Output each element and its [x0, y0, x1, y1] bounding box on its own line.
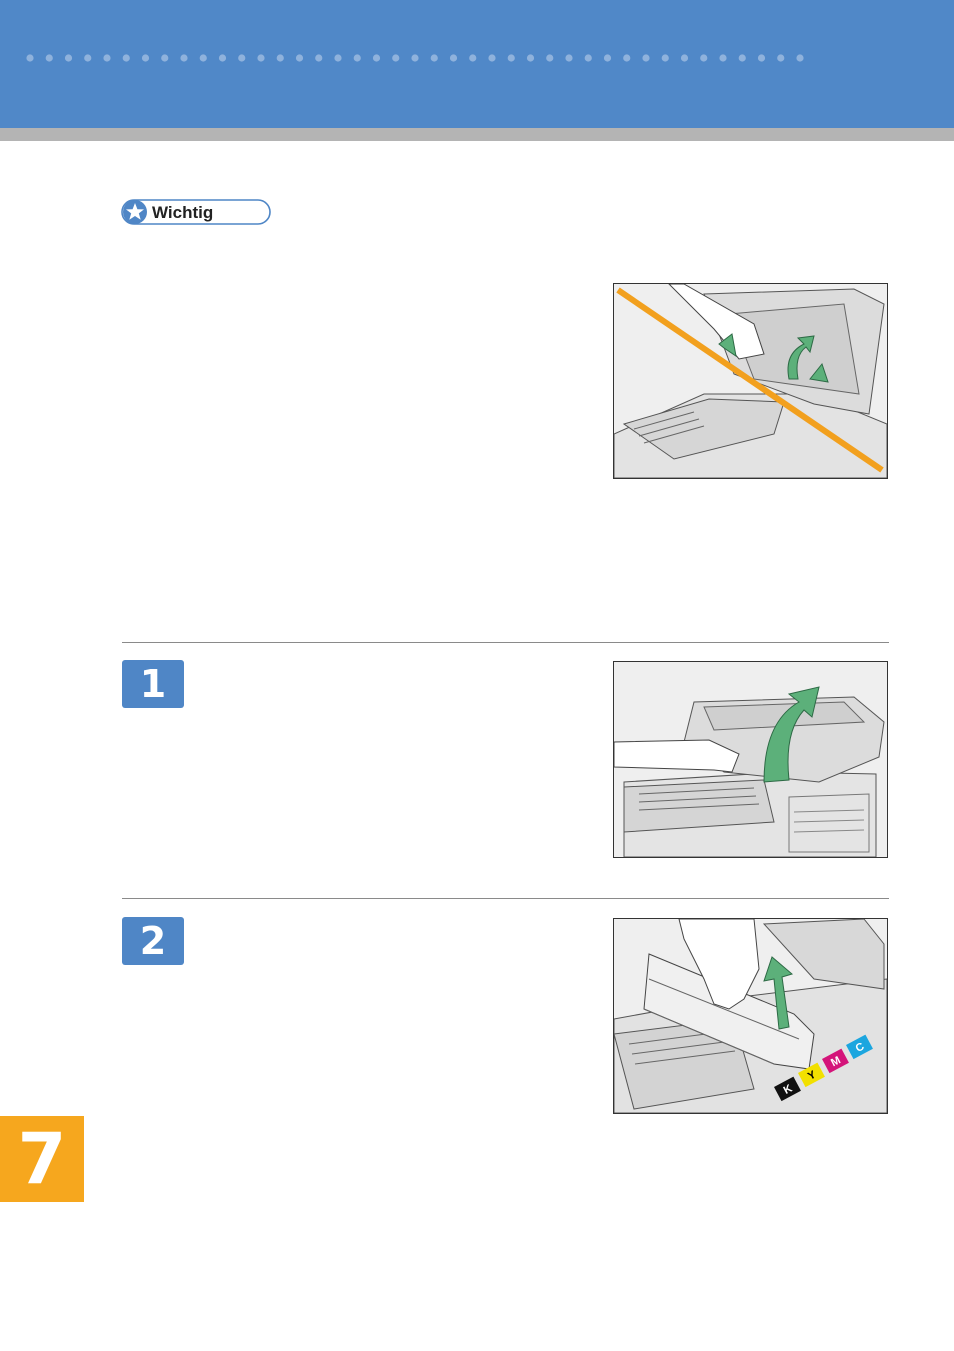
header-dot	[469, 54, 476, 61]
header-dot	[700, 54, 707, 61]
toner-label-y: Y	[805, 1068, 818, 1083]
header-dot	[65, 54, 72, 61]
header-dot	[219, 54, 226, 61]
header-dot	[315, 54, 322, 61]
important-badge	[121, 197, 271, 225]
header-dot	[777, 54, 784, 61]
header-dot	[758, 54, 765, 61]
header-dot	[565, 54, 572, 61]
header-dot	[488, 54, 495, 61]
toner-label-k: K	[781, 1082, 795, 1097]
step-1-badge: 1	[122, 660, 184, 708]
header-dot	[200, 54, 207, 61]
illustration-do-not-touch	[613, 283, 888, 479]
header-dot	[527, 54, 534, 61]
header-dot	[277, 54, 284, 61]
header-dot	[84, 54, 91, 61]
illustration-step-1	[613, 661, 888, 858]
header-dot	[392, 54, 399, 61]
header-dot	[238, 54, 245, 61]
illustration-step-2	[613, 918, 888, 1114]
header-dot	[411, 54, 418, 61]
header-dot	[123, 54, 130, 61]
header-dot	[585, 54, 592, 61]
header-dot	[296, 54, 303, 61]
important-label: Wichtig	[152, 203, 214, 222]
toner-label-c: C	[853, 1040, 867, 1055]
header-dot	[373, 54, 380, 61]
header-dot	[662, 54, 669, 61]
section-divider	[122, 642, 889, 643]
header-dot	[161, 54, 168, 61]
section-divider	[122, 898, 889, 899]
step-2-badge: 2	[122, 917, 184, 965]
header-dot	[604, 54, 611, 61]
header-dot	[431, 54, 438, 61]
header-dot	[623, 54, 630, 61]
header-dot	[354, 54, 361, 61]
header-dot	[546, 54, 553, 61]
toner-label-m: M	[829, 1054, 843, 1070]
header-dot	[103, 54, 110, 61]
header-dot	[642, 54, 649, 61]
header-dot	[257, 54, 264, 61]
header-dot	[334, 54, 341, 61]
header-dot	[450, 54, 457, 61]
header-dot	[26, 54, 33, 61]
chapter-tab: 7	[0, 1116, 84, 1202]
header-gray-bar	[0, 128, 954, 141]
header-dot-row	[0, 0, 954, 128]
header-dot	[142, 54, 149, 61]
header-dot	[180, 54, 187, 61]
header-dot	[681, 54, 688, 61]
header-dot	[508, 54, 515, 61]
header-dot	[796, 54, 803, 61]
header-dot	[719, 54, 726, 61]
header-dot	[739, 54, 746, 61]
header-dot	[46, 54, 53, 61]
